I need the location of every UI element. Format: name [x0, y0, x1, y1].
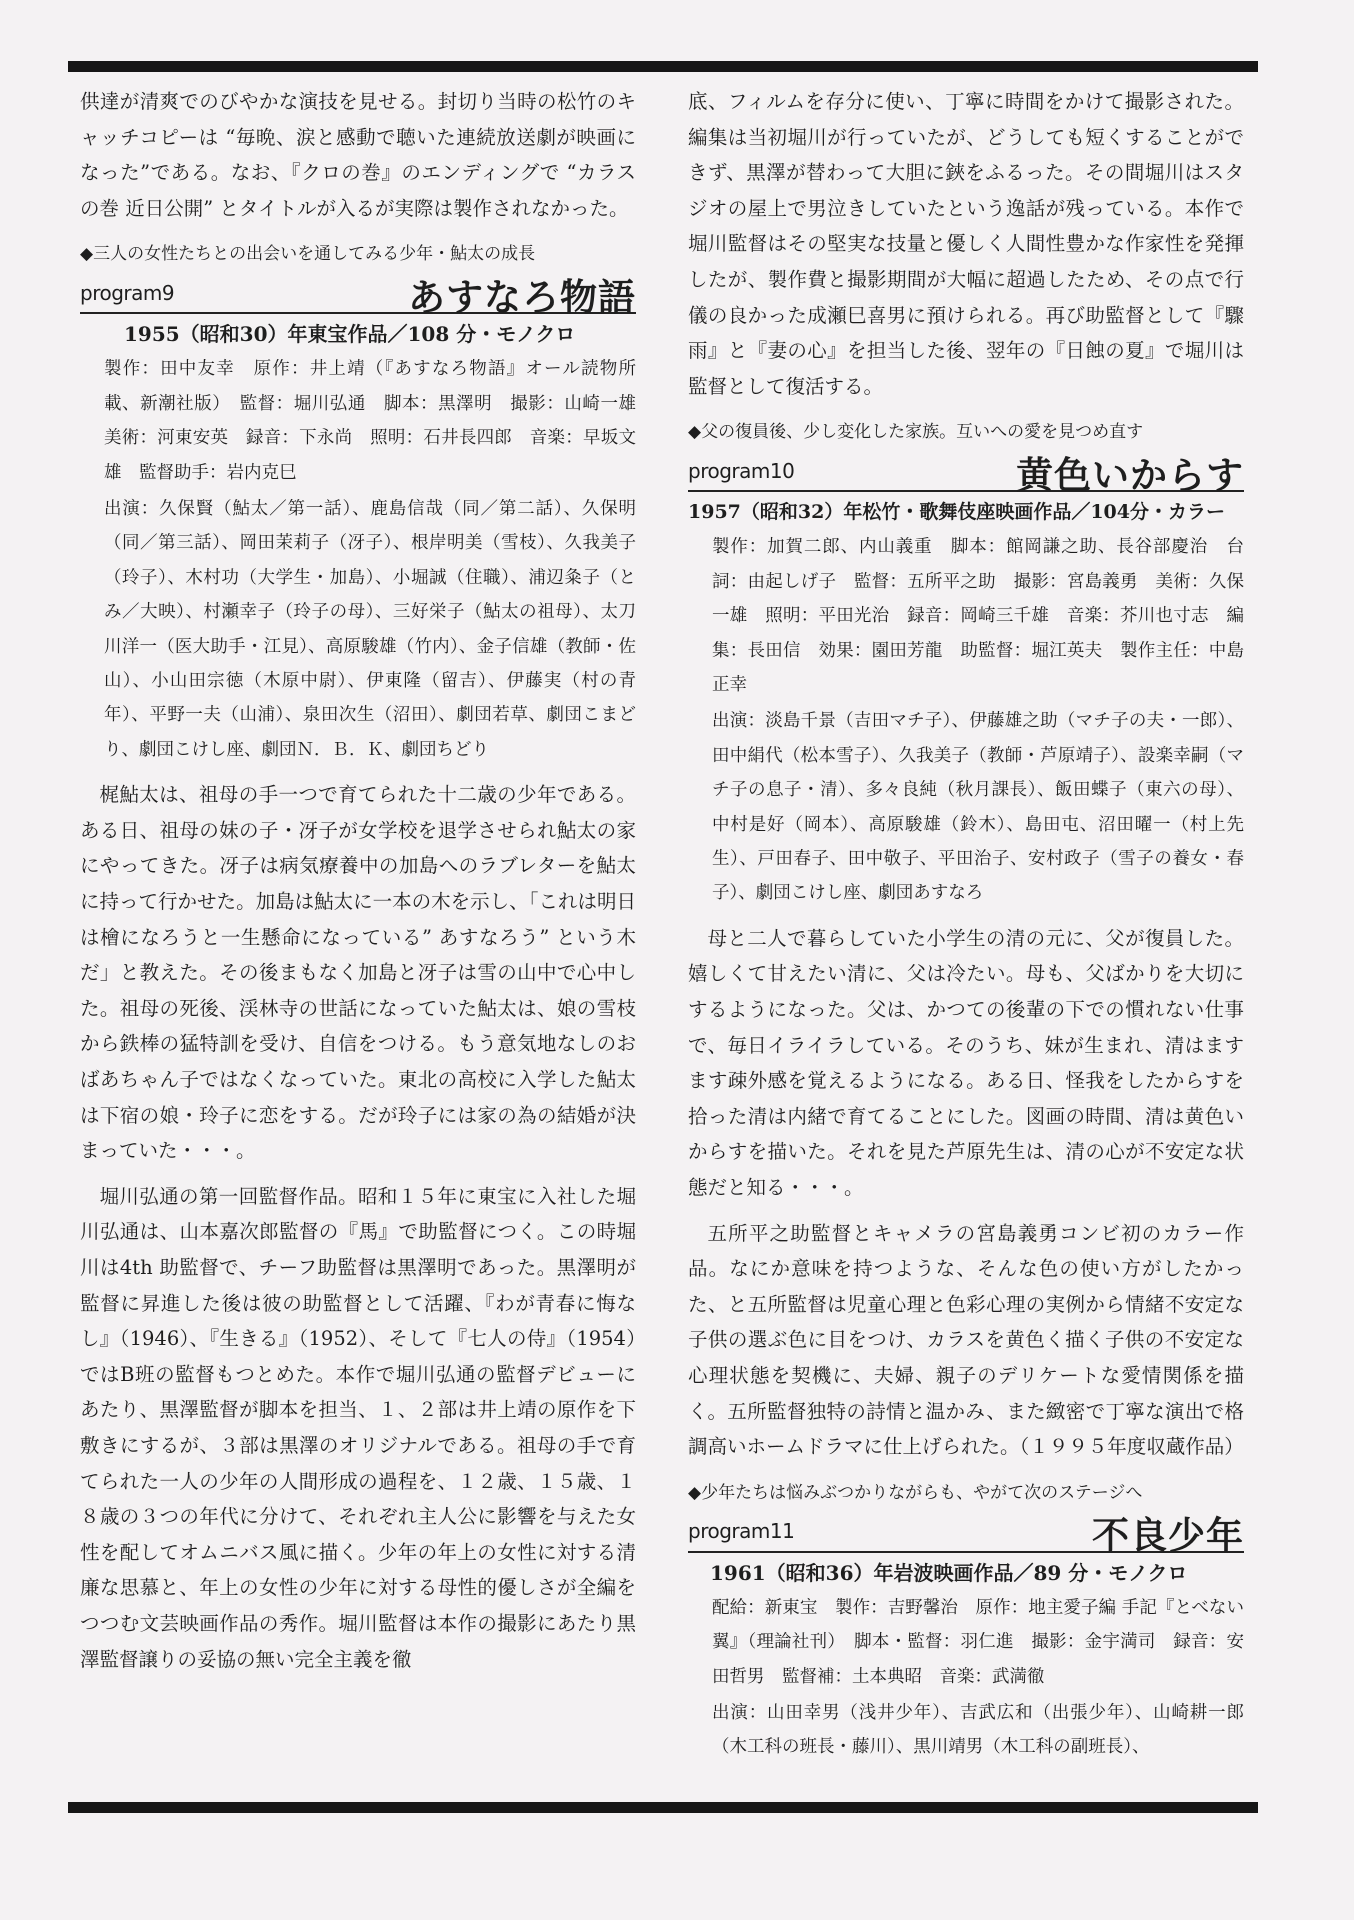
program10-label: program10	[688, 458, 795, 483]
program10-info: 1957（昭和32）年松竹・歌舞伎座映画作品／104分・カラー	[688, 501, 1225, 524]
program11-title: 不良少年	[1092, 1514, 1244, 1558]
program10-title: 黄色いからす	[1016, 453, 1244, 497]
intro-paragraph: 供達が清爽でのびやかな演技を見せる。封切り当時の松竹のキャッチコピーは “毎晩、涙と感動で聴いた連続放送劇が映画になった”である。なお、『クロの巻』のエンディングで “カラスの巻 近日公開” とタイトルが入るが実際は製作されなかった。	[80, 90, 636, 220]
program11-staff: 配給：新東宝 製作：吉野馨治 原作：地主愛子編 手記『とべない翼』（理論社刊） 脚本・監督：羽仁進 撮影：金宇満司 録音：安田哲男 監督補：土本典昭 音楽：武満徹	[712, 1597, 1244, 1687]
program10-staff: 製作：加賀二郎、内山義重 脚本：館岡謙之助、長谷部慶治 台詞：由起しげ子 監督：五所平之助 撮影：宮島義勇 美術：久保一雄 照明：平田光治 録音：岡崎三千雄 音楽：芥川也寸志 編集：長田信 効果：園田芳龍 助監督：堀江英夫 製作主任：中島正幸	[712, 537, 1244, 695]
program11-label: program11	[688, 1519, 795, 1544]
program11-tagline: ◆少年たちは悩みぶつかりながらも、やがて次のステージへ	[688, 1482, 1143, 1503]
program9-header	[80, 266, 636, 319]
program9-cast: 出演：久保賢（鮎太／第一話）、鹿島信哉（同／第二話）、久保明（同／第三話）、岡田茉莉子（冴子）、根岸明美（雪枝）、久我美子（玲子）、木村功（大学生・加島）、小堀誠（住職）、浦辺粂子（とみ／大映）、村瀬幸子（玲子の母）、三好栄子（鮎太の祖母）、太刀川洋一（医大助手・江見）、高原駿雄（竹内）、金子信雄（教師・佐山）、小山田宗徳（木原中尉）、伊東隆（留吉）、伊藤実（村の青年）、平野一夫（山浦）、泉田次生（沼田）、劇団若草、劇団こまどり、劇団こけし座、劇団Ｎ．Ｂ．Ｋ、劇団ちどり	[104, 499, 636, 760]
program9-label: program9	[80, 280, 175, 305]
left-column	[80, 84, 654, 1677]
program9-tagline: ◆三人の女性たちとの出会いを通してみる少年・鮎太の成長	[80, 244, 536, 265]
right-column	[688, 84, 1244, 1765]
program9-continued: 底、フィルムを存分に使い、丁寧に時間をかけて撮影された。編集は当初堀川が行っていたが、どうしても短くすることができず、黒澤が替わって大胆に鋏をふるった。その間堀川はスタジオの屋上で男泣きしていたという逸話が残っている。本作で堀川監督はその堅実な技量と優しく人間性豊かな作家性を発揮したが、製作費と撮影期間が大幅に超過したため、その点で行儀の良かった成瀬巳喜男に預けられる。再び助監督として『驟雨』と『妻の心』を担当した後、翌年の『日蝕の夏』で堀川は監督として復活する。	[688, 90, 1244, 398]
program9-info: 1955（昭和30）年東宝作品／108 分・モノクロ	[124, 322, 576, 347]
program10-tagline: ◆父の復員後、少し変化した家族。互いへの愛を見つめ直す	[688, 422, 1144, 443]
program9-title: あすなろ物語	[408, 275, 636, 319]
program9-staff: 製作：田中友幸 原作：井上靖（『あすなろ物語』オール読物所載、新潮社版） 監督：堀川弘通 脚本：黒澤明 撮影：山崎一雄 美術：河東安英 録音：下永尚 照明：石井長四郎 音楽：早坂文雄 監督助手：岩内克巳	[104, 359, 654, 483]
program11-cast: 出演：山田幸男（浅井少年）、吉武広和（出張少年）、山崎耕一郎（木工科の班長・藤川）、黒川靖男（木工科の副班長）、	[712, 1702, 1244, 1758]
program10-header	[688, 444, 1244, 497]
program9-commentary: 堀川弘通の第一回監督作品。昭和１５年に東宝に入社した堀川弘通は、山本嘉次郎監督の『馬』で助監督につく。この時堀川は4th 助監督で、チーフ助監督は黒澤明であった。黒澤明が監督に昇進した後は彼の助監督として活躍、『わが青春に悔なし』（1946）、『生きる』（1952）、そして『七人の侍』（1954）ではB班の監督もつとめた。本作で堀川弘通の監督デビューにあたり、黒澤監督が脚本を担当、１、２部は井上靖の原作を下敷きにするが、３部は黒澤のオリジナルである。祖母の手で育てられた一人の少年の人間形成の過程を、１２歳、１５歳、１８歳の３つの年代に分けて、それぞれ主人公に影響を与えた女性を配してオムニバス風に描く。少年の年上の女性に対する清廉な思慕と、年上の女性の少年に対する母性的優しさが全編をつつむ文芸映画作品の秀作。堀川監督は本作の撮影にあたり黒澤監督譲りの妥協の無い完全主義を徹	[80, 1184, 636, 1671]
program11-info: 1961（昭和36）年岩波映画作品／89 分・モノクロ	[710, 1560, 1188, 1585]
program11-header	[688, 1505, 1244, 1558]
program9-synopsis: 梶鮎太は、祖母の手一つで育てられた十二歳の少年である。ある日、祖母の妹の子・冴子が女学校を退学させられ鮎太の家にやってきた。冴子は病気療養中の加島へのラブレターを鮎太に持って行かせた。加島は鮎太に一本の木を示し、「これは明日は檜になろうと一生懸命になっている” あすなろう” という木だ」と教えた。その後まもなく加島と冴子は雪の山中で心中した。祖母の死後、渓林寺の世話になっていた鮎太は、娘の雪枝から鉄棒の猛特訓を受け、自信をつける。もう意気地なしのおばあちゃん子ではなくなっていた。東北の高校に入学した鮎太は下宿の娘・玲子に恋をする。だが玲子には家の為の結婚が決まっていた・・・。	[80, 783, 636, 1163]
program10-synopsis: 母と二人で暮らしていた小学生の清の元に、父が復員した。嬉しくて甘えたい清に、父は冷たい。母も、父ばかりを大切にするようになった。父は、かつての後輩の下での慣れない仕事で、毎日イライラしている。そのうち、妹が生まれ、清はますます疎外感を覚えるようになる。ある日、怪我をしたからすを拾った清は内緒で育てることにした。図画の時間、清は黄色いからすを描いた。それを見た芦原先生は、清の心が不安定な状態だと知る・・・。	[688, 926, 1244, 1199]
top-rule	[68, 61, 1258, 72]
program10-cast: 出演：淡島千景（吉田マチ子）、伊藤雄之助（マチ子の夫・一郎）、田中絹代（松本雪子）、久我美子（教師・芦原靖子）、設楽幸嗣（マチ子の息子・清）、多々良純（秋月課長）、飯田蝶子（東六の母）、中村是好（岡本）、高原駿雄（鈴木）、島田屯、沼田曜一（村上先生）、戸田春子、田中敬子、平田治子、安村政子（雪子の養女・春子）、劇団こけし座、劇団あすなろ	[712, 711, 1244, 904]
bottom-rule	[68, 1802, 1258, 1813]
program10-commentary: 五所平之助監督とキャメラの宮島義勇コンビ初のカラー作品。なにか意味を持つような、そんな色の使い方がしたかった、と五所監督は児童心理と色彩心理の実例から情緒不安定な子供の選ぶ色に目をつけ、カラスを黄色く描く子供の不安定な心理状態を契機に、夫婦、親子のデリケートな愛情関係を描く。五所監督独特の詩情と温かみ、また緻密で丁寧な演出で格調高いホームドラマに仕上げられた。（１９９５年度収蔵作品）	[688, 1221, 1244, 1459]
